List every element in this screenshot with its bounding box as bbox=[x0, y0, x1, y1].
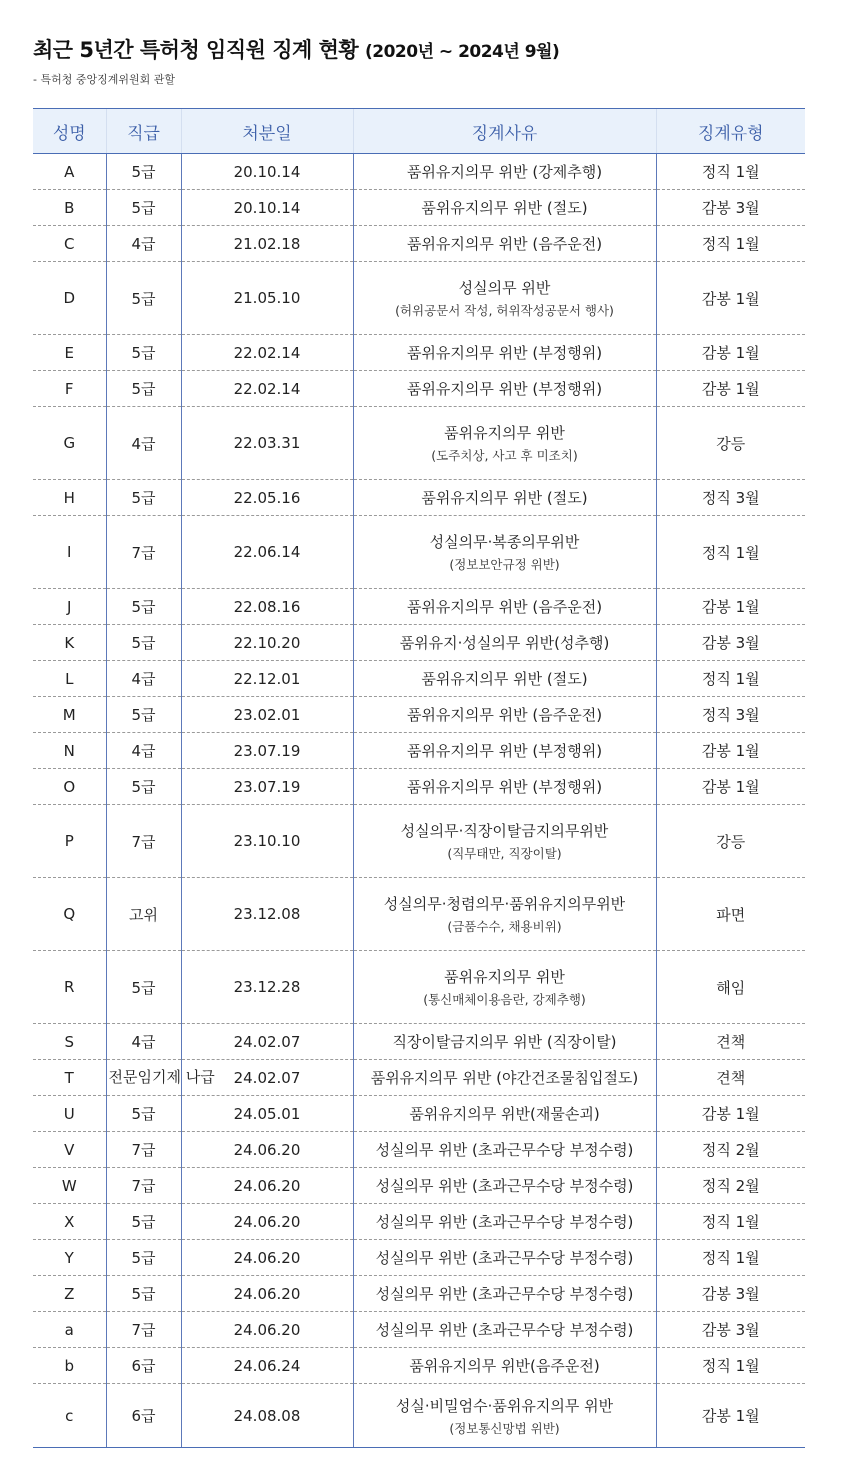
table-body bbox=[33, 154, 805, 1448]
cell-date: 24.02.07 bbox=[181, 1060, 353, 1096]
cell-reason bbox=[353, 951, 656, 1024]
cell-rank: 5급 bbox=[106, 769, 181, 805]
cell-type: 감봉 1월 bbox=[656, 1096, 805, 1132]
cell-type: 감봉 1월 bbox=[656, 335, 805, 371]
reason-detail: (도주치상, 사고 후 미조치) bbox=[431, 448, 578, 463]
cell-reason bbox=[353, 190, 656, 226]
table-row bbox=[33, 407, 805, 480]
cell-date: 23.02.01 bbox=[181, 697, 353, 733]
reason-text: 성실의무 위반 (초과근무수당 부정수령) bbox=[375, 1285, 634, 1303]
table-row bbox=[33, 1240, 805, 1276]
cell-type: 정직 1월 bbox=[656, 1348, 805, 1384]
cell-name: J bbox=[33, 589, 106, 625]
cell-date: 22.03.31 bbox=[181, 407, 353, 480]
cell-name: A bbox=[33, 154, 106, 190]
cell-name: D bbox=[33, 262, 106, 335]
title-text: 최근 5년간 특허청 임직원 징계 현황 bbox=[33, 38, 359, 62]
table-row bbox=[33, 805, 805, 878]
reason-text: 성실의무·직장이탈금지의무위반 bbox=[400, 822, 609, 840]
table-row bbox=[33, 1348, 805, 1384]
table-row bbox=[33, 1168, 805, 1204]
cell-reason bbox=[353, 1132, 656, 1168]
cell-rank: 5급 bbox=[106, 589, 181, 625]
reason-text: 품위유지의무 위반 (부정행위) bbox=[406, 380, 603, 398]
cell-name: Y bbox=[33, 1240, 106, 1276]
cell-type: 강등 bbox=[656, 407, 805, 480]
table-header-row bbox=[33, 109, 805, 154]
reason-text: 품위유지의무 위반 bbox=[444, 968, 565, 986]
table-row bbox=[33, 335, 805, 371]
cell-reason bbox=[353, 154, 656, 190]
cell-name: P bbox=[33, 805, 106, 878]
column-header-type: 징계유형 bbox=[656, 109, 805, 154]
reason-text: 품위유지의무 위반 (부정행위) bbox=[406, 344, 603, 362]
table-row bbox=[33, 878, 805, 951]
cell-rank: 5급 bbox=[106, 951, 181, 1024]
cell-type: 견책 bbox=[656, 1060, 805, 1096]
cell-date: 23.10.10 bbox=[181, 805, 353, 878]
cell-name: a bbox=[33, 1312, 106, 1348]
cell-name: F bbox=[33, 371, 106, 407]
cell-reason bbox=[353, 1024, 656, 1060]
reason-text: 성실의무 위반 (초과근무수당 부정수령) bbox=[375, 1141, 634, 1159]
reason-detail: (허위공문서 작성, 허위작성공문서 행사) bbox=[395, 303, 614, 318]
table-row bbox=[33, 625, 805, 661]
table-row bbox=[33, 1204, 805, 1240]
cell-date: 24.06.20 bbox=[181, 1312, 353, 1348]
cell-type: 정직 1월 bbox=[656, 661, 805, 697]
table-row bbox=[33, 1276, 805, 1312]
reason-text: 품위유지의무 위반(재물손괴) bbox=[409, 1105, 600, 1123]
jurisdiction-note: - 특허청 중앙징계위원회 관할 bbox=[33, 73, 175, 86]
table-row bbox=[33, 1312, 805, 1348]
cell-rank: 6급 bbox=[106, 1384, 181, 1448]
cell-name: Q bbox=[33, 878, 106, 951]
cell-reason bbox=[353, 1312, 656, 1348]
cell-type: 정직 1월 bbox=[656, 154, 805, 190]
reason-detail: (직무태만, 직장이탈) bbox=[447, 846, 562, 861]
cell-date: 21.05.10 bbox=[181, 262, 353, 335]
cell-reason bbox=[353, 371, 656, 407]
reason-detail: (정보보안규정 위반) bbox=[449, 557, 560, 572]
reason-text: 품위유지·성실의무 위반(성추행) bbox=[399, 634, 610, 652]
cell-rank: 5급 bbox=[106, 697, 181, 733]
cell-rank: 6급 bbox=[106, 1348, 181, 1384]
reason-text: 성실의무 위반 bbox=[458, 279, 551, 297]
cell-type: 감봉 1월 bbox=[656, 733, 805, 769]
cell-type: 감봉 1월 bbox=[656, 589, 805, 625]
reason-text: 품위유지의무 위반 (부정행위) bbox=[406, 778, 603, 796]
table-row bbox=[33, 154, 805, 190]
cell-type: 정직 1월 bbox=[656, 1240, 805, 1276]
cell-name: S bbox=[33, 1024, 106, 1060]
cell-date: 22.02.14 bbox=[181, 335, 353, 371]
reason-text: 성실의무 위반 (초과근무수당 부정수령) bbox=[375, 1249, 634, 1267]
cell-date: 20.10.14 bbox=[181, 154, 353, 190]
cell-type: 정직 1월 bbox=[656, 516, 805, 589]
cell-date: 22.05.16 bbox=[181, 480, 353, 516]
column-header-date: 처분일 bbox=[181, 109, 353, 154]
cell-reason bbox=[353, 697, 656, 733]
cell-name: H bbox=[33, 480, 106, 516]
cell-name: T bbox=[33, 1060, 106, 1096]
cell-type: 해임 bbox=[656, 951, 805, 1024]
page-title bbox=[33, 34, 559, 64]
cell-name: E bbox=[33, 335, 106, 371]
cell-name: B bbox=[33, 190, 106, 226]
reason-text: 품위유지의무 위반 (부정행위) bbox=[406, 742, 603, 760]
table-row bbox=[33, 262, 805, 335]
cell-date: 24.06.20 bbox=[181, 1276, 353, 1312]
cell-rank: 4급 bbox=[106, 226, 181, 262]
cell-name: R bbox=[33, 951, 106, 1024]
cell-date: 21.02.18 bbox=[181, 226, 353, 262]
cell-type: 감봉 3월 bbox=[656, 190, 805, 226]
cell-reason bbox=[353, 1384, 656, 1448]
table-row bbox=[33, 733, 805, 769]
reason-text: 성실의무 위반 (초과근무수당 부정수령) bbox=[375, 1177, 634, 1195]
reason-text: 품위유지의무 위반 (야간건조물침입절도) bbox=[370, 1069, 639, 1087]
cell-date: 24.05.01 bbox=[181, 1096, 353, 1132]
cell-rank: 5급 bbox=[106, 480, 181, 516]
cell-name: b bbox=[33, 1348, 106, 1384]
cell-date: 24.06.20 bbox=[181, 1132, 353, 1168]
cell-rank: 5급 bbox=[106, 1204, 181, 1240]
cell-reason bbox=[353, 480, 656, 516]
reason-text: 성실의무 위반 (초과근무수당 부정수령) bbox=[375, 1213, 634, 1231]
reason-text: 성실의무 위반 (초과근무수당 부정수령) bbox=[375, 1321, 634, 1339]
cell-rank: 4급 bbox=[106, 661, 181, 697]
cell-name: N bbox=[33, 733, 106, 769]
cell-rank: 5급 bbox=[106, 335, 181, 371]
cell-reason bbox=[353, 733, 656, 769]
cell-reason bbox=[353, 589, 656, 625]
cell-rank: 고위 bbox=[106, 878, 181, 951]
cell-date: 23.12.08 bbox=[181, 878, 353, 951]
cell-type: 감봉 1월 bbox=[656, 769, 805, 805]
cell-type: 정직 1월 bbox=[656, 226, 805, 262]
cell-reason bbox=[353, 1096, 656, 1132]
table-row bbox=[33, 516, 805, 589]
cell-date: 22.06.14 bbox=[181, 516, 353, 589]
cell-rank: 5급 bbox=[106, 625, 181, 661]
cell-name: c bbox=[33, 1384, 106, 1448]
table-row bbox=[33, 589, 805, 625]
cell-date: 24.08.08 bbox=[181, 1384, 353, 1448]
cell-rank: 7급 bbox=[106, 1168, 181, 1204]
cell-date: 22.08.16 bbox=[181, 589, 353, 625]
table-row bbox=[33, 1024, 805, 1060]
reason-text: 품위유지의무 위반(음주운전) bbox=[409, 1357, 600, 1375]
cell-date: 24.06.20 bbox=[181, 1168, 353, 1204]
title-period: (2020년 ~ 2024년 9월) bbox=[364, 42, 560, 62]
table-row bbox=[33, 951, 805, 1024]
cell-date: 23.12.28 bbox=[181, 951, 353, 1024]
table-row bbox=[33, 480, 805, 516]
cell-reason bbox=[353, 226, 656, 262]
cell-rank: 5급 bbox=[106, 154, 181, 190]
cell-rank: 5급 bbox=[106, 190, 181, 226]
cell-rank: 7급 bbox=[106, 1132, 181, 1168]
table-row bbox=[33, 1060, 805, 1096]
table-row bbox=[33, 769, 805, 805]
cell-type: 감봉 1월 bbox=[656, 371, 805, 407]
cell-rank: 7급 bbox=[106, 1312, 181, 1348]
cell-date: 22.10.20 bbox=[181, 625, 353, 661]
cell-rank: 전문임기제 나급 bbox=[106, 1060, 181, 1096]
table-row bbox=[33, 1132, 805, 1168]
cell-reason bbox=[353, 1168, 656, 1204]
cell-type: 정직 1월 bbox=[656, 1204, 805, 1240]
cell-name: V bbox=[33, 1132, 106, 1168]
cell-reason bbox=[353, 625, 656, 661]
reason-detail: (정보통신망법 위반) bbox=[449, 1420, 560, 1436]
cell-rank: 4급 bbox=[106, 407, 181, 480]
cell-reason bbox=[353, 1276, 656, 1312]
cell-type: 정직 3월 bbox=[656, 697, 805, 733]
reason-detail: (통신매체이용음란, 강제추행) bbox=[423, 992, 586, 1007]
cell-type: 정직 3월 bbox=[656, 480, 805, 516]
column-header-reason: 징계사유 bbox=[353, 109, 656, 154]
reason-text: 성실의무·복종의무위반 bbox=[429, 533, 580, 551]
table-row bbox=[33, 371, 805, 407]
cell-date: 22.12.01 bbox=[181, 661, 353, 697]
reason-text: 품위유지의무 위반 bbox=[444, 424, 565, 442]
cell-reason bbox=[353, 335, 656, 371]
cell-type: 강등 bbox=[656, 805, 805, 878]
cell-name: X bbox=[33, 1204, 106, 1240]
cell-rank: 4급 bbox=[106, 1024, 181, 1060]
reason-detail: (금품수수, 채용비위) bbox=[447, 919, 562, 934]
cell-reason bbox=[353, 1060, 656, 1096]
cell-type: 감봉 3월 bbox=[656, 625, 805, 661]
cell-type: 감봉 3월 bbox=[656, 1312, 805, 1348]
cell-type: 견책 bbox=[656, 1024, 805, 1060]
cell-date: 24.06.24 bbox=[181, 1348, 353, 1384]
cell-reason bbox=[353, 805, 656, 878]
cell-date: 24.06.20 bbox=[181, 1240, 353, 1276]
cell-date: 24.06.20 bbox=[181, 1204, 353, 1240]
cell-date: 23.07.19 bbox=[181, 769, 353, 805]
cell-type: 파면 bbox=[656, 878, 805, 951]
cell-name: O bbox=[33, 769, 106, 805]
column-header-rank: 직급 bbox=[106, 109, 181, 154]
reason-text: 품위유지의무 위반 (절도) bbox=[421, 489, 588, 507]
cell-rank: 5급 bbox=[106, 262, 181, 335]
cell-type: 감봉 1월 bbox=[656, 262, 805, 335]
cell-type: 정직 2월 bbox=[656, 1132, 805, 1168]
cell-name: I bbox=[33, 516, 106, 589]
cell-reason bbox=[353, 1240, 656, 1276]
table-row bbox=[33, 1096, 805, 1132]
cell-name: W bbox=[33, 1168, 106, 1204]
cell-date: 24.02.07 bbox=[181, 1024, 353, 1060]
cell-reason bbox=[353, 407, 656, 480]
table-row bbox=[33, 226, 805, 262]
reason-text: 품위유지의무 위반 (절도) bbox=[421, 199, 588, 217]
cell-date: 22.02.14 bbox=[181, 371, 353, 407]
reason-text: 품위유지의무 위반 (강제추행) bbox=[406, 163, 603, 181]
cell-reason bbox=[353, 1348, 656, 1384]
table-row bbox=[33, 1384, 805, 1448]
cell-rank: 5급 bbox=[106, 1276, 181, 1312]
cell-type: 정직 2월 bbox=[656, 1168, 805, 1204]
reason-text: 성실·비밀엄수·품위유지의무 위반 bbox=[395, 1396, 614, 1415]
reason-text: 품위유지의무 위반 (음주운전) bbox=[406, 706, 603, 724]
reason-text: 품위유지의무 위반 (절도) bbox=[421, 670, 588, 688]
cell-rank: 5급 bbox=[106, 371, 181, 407]
cell-reason bbox=[353, 878, 656, 951]
reason-text: 품위유지의무 위반 (음주운전) bbox=[406, 235, 603, 253]
cell-reason bbox=[353, 262, 656, 335]
cell-name: U bbox=[33, 1096, 106, 1132]
cell-rank: 4급 bbox=[106, 733, 181, 769]
table-row bbox=[33, 697, 805, 733]
cell-reason bbox=[353, 1204, 656, 1240]
cell-reason bbox=[353, 661, 656, 697]
reason-text: 품위유지의무 위반 (음주운전) bbox=[406, 598, 603, 616]
cell-rank: 5급 bbox=[106, 1096, 181, 1132]
cell-rank: 7급 bbox=[106, 516, 181, 589]
cell-rank: 7급 bbox=[106, 805, 181, 878]
table-row bbox=[33, 190, 805, 226]
cell-name: M bbox=[33, 697, 106, 733]
cell-name: G bbox=[33, 407, 106, 480]
cell-rank: 5급 bbox=[106, 1240, 181, 1276]
column-header-name: 성명 bbox=[33, 109, 106, 154]
cell-name: C bbox=[33, 226, 106, 262]
table-row bbox=[33, 661, 805, 697]
cell-name: K bbox=[33, 625, 106, 661]
cell-name: L bbox=[33, 661, 106, 697]
reason-text: 성실의무·청렴의무·품위유지의무위반 bbox=[383, 895, 626, 913]
discipline-table bbox=[33, 108, 805, 1448]
cell-type: 감봉 1월 bbox=[656, 1384, 805, 1448]
cell-name: Z bbox=[33, 1276, 106, 1312]
cell-reason bbox=[353, 516, 656, 589]
cell-date: 20.10.14 bbox=[181, 190, 353, 226]
reason-text: 직장이탈금지의무 위반 (직장이탈) bbox=[392, 1033, 617, 1051]
cell-type: 감봉 3월 bbox=[656, 1276, 805, 1312]
cell-reason bbox=[353, 769, 656, 805]
cell-date: 23.07.19 bbox=[181, 733, 353, 769]
